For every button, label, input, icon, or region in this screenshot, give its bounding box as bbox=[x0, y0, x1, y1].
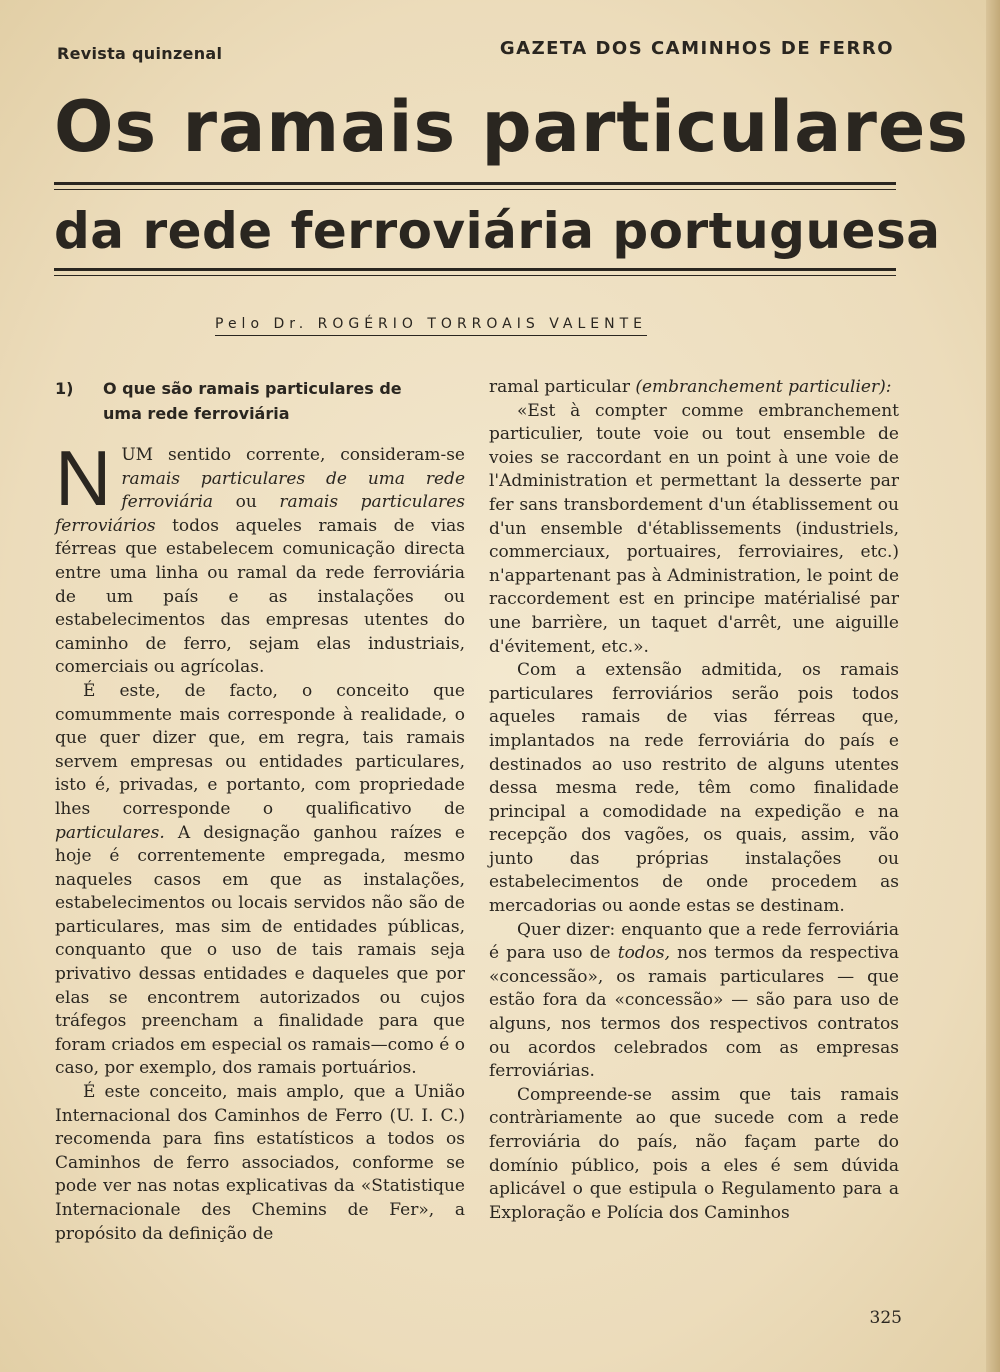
text-run: nos termos da respectiva «concessão», os ramais particulares — que estão fora da «concessão» — são para uso de alguns, nos termos dos respectivos contratos ou acordos celebrados com as empresas ferroviárias. bbox=[489, 943, 899, 1082]
text-run: ou bbox=[213, 492, 280, 513]
italic-text: (embranchement particulier): bbox=[635, 377, 892, 397]
title-rule-top-thin bbox=[54, 189, 896, 190]
section-heading-line2: uma rede ferroviária bbox=[103, 404, 290, 423]
italic-text: particulares. bbox=[55, 822, 165, 843]
article-title-line1: Os ramais particulares bbox=[54, 86, 970, 168]
italic-text: ramais particulares ferroviários bbox=[55, 492, 465, 536]
paragraph: Compreende-se assim que tais ramais contràriamente ao que sucede com a rede ferroviária do país, não façam parte do domínio público, pois a eles é sem dúvida aplicável o que estipula o Regulamento para a Exploração e Polícia dos Caminhos bbox=[489, 1084, 899, 1223]
article-title-line2: da rede ferroviária portuguesa bbox=[54, 202, 941, 260]
section-heading-line1: O que são ramais particulares de bbox=[103, 379, 402, 398]
text-run: A designação ganhou raízes e hoje é correntemente empregada, mesmo naqueles casos em que as instalações, estabelecimentos ou locais servidos não são de particulares, mas sim de entidades públicas, conquanto que o uso de tais ramais seja privativo dessas entidades e daqueles que por elas se encontrem autorizados ou cujos tráfegos preencham a finalidade para que foram criados em especial os ramais—como é o caso, por exemplo, dos ramais portuários. bbox=[55, 822, 465, 1079]
section-heading bbox=[55, 376, 465, 426]
right-column bbox=[489, 376, 899, 1225]
title-rule-top-thick bbox=[54, 182, 896, 185]
drop-cap: N bbox=[55, 434, 112, 522]
author-byline: Pelo Dr. ROGÉRIO TORROAIS VALENTE bbox=[215, 316, 647, 336]
italic-text: todos, bbox=[617, 943, 671, 964]
quotation-paragraph: «Est à compter comme embranchement particulier, toute voie ou tout ensemble de voies se raccordant en un point à une voie de l'Administration et permettant la desserte par fer sans transbordement d'un établissement ou d'un ensemble d'établissements (industriels, commerciaux, portuaires, ferroviaires, etc.) n'appartenant pas à Administration, le point de raccordement est en principe matérialisé par une barrière, un taquet d'arrêt, une aiguille d'évitement, etc.». bbox=[489, 400, 899, 657]
page-edge bbox=[986, 0, 1000, 1372]
page-number: 325 bbox=[869, 1308, 902, 1328]
paragraph: Com a extensão admitida, os ramais particulares ferroviários serão pois todos aqueles ramais de vias férreas que, implantados na rede ferroviária do país e destinados ao uso restrito de alguns utentes dessa mesma rede, têm como finalidade principal a comodidade na expedição e na recepção dos vagões, os quais, assim, vão junto das próprias instalações ou estabelecimentos de onde procedem as mercadorias ou aonde estas se destinam. bbox=[489, 660, 899, 917]
left-column bbox=[55, 376, 465, 1246]
italic-text: ramais particulares de uma rede ferroviária bbox=[121, 468, 465, 513]
section-number: 1) bbox=[55, 379, 74, 398]
paragraph bbox=[489, 919, 899, 1084]
text-run: todos aqueles ramais de vias férreas que estabelecem comunicação directa entre uma linha ou ramal da rede ferroviária de um país e as instalações ou estabelecimentos das empresas utentes do caminho de ferro, sejam elas industriais, comerciais ou agrícolas. bbox=[55, 515, 465, 678]
paragraph bbox=[55, 680, 465, 1081]
paragraph: É este conceito, mais amplo, que a União Internacional dos Caminhos de Ferro (U. I. C.) recomenda para fins estatísticos a todos os Caminhos de ferro associados, conforme se pode ver nas notas explicativas da «Statistique Internacionale des Chemins de Fer», a propósito da definição de bbox=[55, 1082, 465, 1244]
text-run: UM sentido corrente, consideram-se bbox=[121, 445, 465, 465]
title-rule-bottom-thin bbox=[54, 275, 896, 276]
header-magazine-name: GAZETA DOS CAMINHOS DE FERRO bbox=[499, 38, 894, 59]
paragraph bbox=[55, 434, 465, 680]
text-run: ramal particular bbox=[489, 377, 636, 397]
text-run: É este, de facto, o conceito que comummente mais corresponde à realidade, o que quer dizer que, em regra, tais ramais servem empresas ou entidades particulares, isto é, privadas, e portanto, com propriedade lhes corresponde o qualificativo de bbox=[55, 680, 465, 819]
paragraph bbox=[489, 376, 899, 400]
text-run: Quer dizer: enquanto que a rede ferroviária é para uso de bbox=[489, 919, 899, 964]
header-periodicity: Revista quinzenal bbox=[57, 44, 223, 63]
title-rule-bottom-thick bbox=[54, 268, 896, 271]
